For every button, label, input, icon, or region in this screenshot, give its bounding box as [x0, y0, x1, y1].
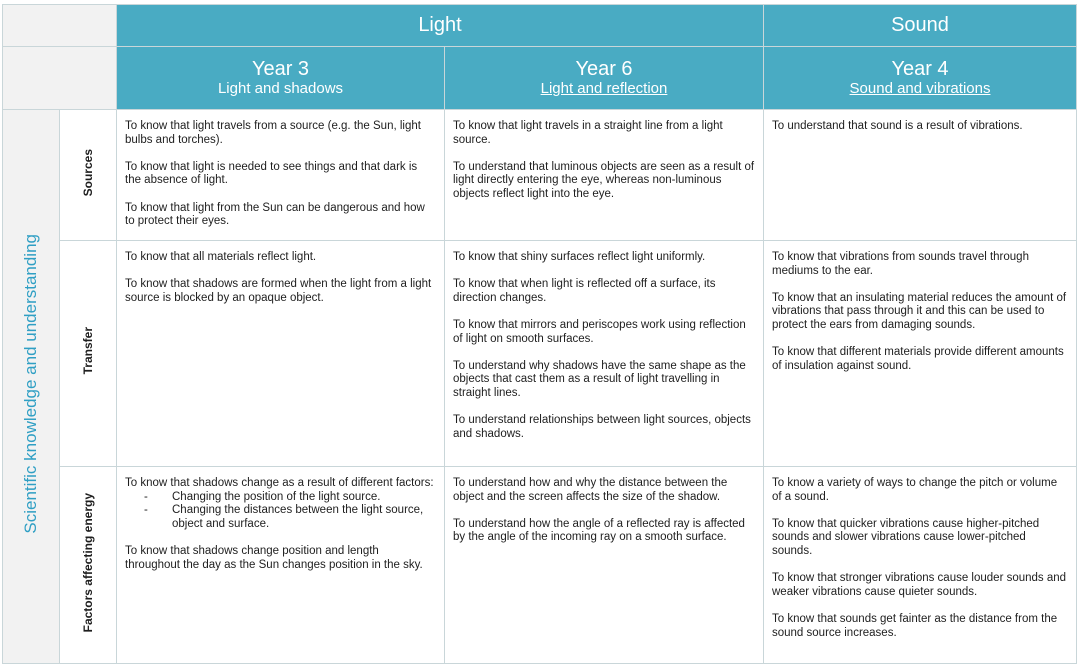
statement: To know that light is needed to see things and that dark is the absence of light. [125, 160, 418, 187]
statement: To know that vibrations from sounds travel through mediums to the ear. [772, 251, 1029, 277]
curriculum-table [2, 4, 1077, 664]
content-cell [445, 467, 764, 664]
content-cell [445, 241, 764, 467]
content-cell [764, 110, 1077, 241]
corner-blank-2 [3, 47, 117, 110]
topic-link[interactable]: Sound and vibrations [849, 80, 991, 97]
row-label: Transfer [81, 327, 95, 375]
statement: To know that sounds get fainter as the distance from the sound source increases. [772, 612, 1058, 639]
year-title: Year 3 [251, 58, 310, 80]
content-cell [117, 241, 445, 467]
year-title: Year 4 [891, 58, 949, 80]
row-label: Sources [81, 148, 95, 197]
year-header-col-3 [764, 47, 1077, 110]
year-header-col-2 [445, 47, 764, 110]
statement: To know that shadows change position and length throughout the day as the Sun changes position in the sky. [125, 544, 423, 571]
row-label-cell [60, 110, 117, 241]
subject-header-light: Light [117, 5, 764, 47]
bullet-item: - Changing the distances between the light source, object and surface. [125, 504, 436, 531]
statement: To understand why shadows have the same shape as the objects that cast them as a result of light travelling in straight lines. [453, 359, 746, 399]
cell-intro: To know that shadows change as a result of different factors: [125, 477, 434, 489]
statement: To know that shadows are formed when the light from a light source is blocked by an opaque object. [125, 278, 432, 304]
subject-header-row [3, 5, 1077, 47]
statement: To know a variety of ways to change the pitch or volume of a sound. [772, 477, 1058, 503]
content-cell [117, 467, 445, 664]
statement: To know that when light is reflected off a surface, its direction changes. [453, 278, 716, 304]
topic-title: Light and shadows [217, 80, 344, 97]
statement: To know that all materials reflect light. [125, 251, 317, 263]
statement: To know that quicker vibrations cause higher-pitched sounds and slower vibrations cause lower-pitched sounds. [772, 517, 1040, 557]
corner-blank [3, 5, 117, 47]
year-header-col-1 [117, 47, 445, 110]
subject-header-sound: Sound [764, 5, 1077, 47]
row-label-cell [60, 467, 117, 664]
topic-link[interactable]: Light and reflection [540, 80, 668, 97]
section-label: Scientific knowledge and understanding [21, 234, 40, 534]
content-row [3, 241, 1077, 467]
statement: To know that different materials provide different amounts of insulation against sound. [772, 346, 1064, 372]
row-label: Factors affecting energy [81, 492, 95, 633]
statement: To know that light travels in a straight line from a light source. [453, 120, 723, 146]
statement: To know that light from the Sun can be dangerous and how to protect their eyes. [125, 201, 425, 228]
statement: To understand that luminous objects are seen as a result of light directly entering the eye, whereas non-luminous objects reflect light into the eye. [453, 160, 755, 200]
statement: To understand how and why the distance between the object and the screen affects the size of the shadow. [453, 477, 728, 503]
statement: To know that shiny surfaces reflect light uniformly. [453, 251, 706, 263]
statement: To know that light travels from a source (e.g. the Sun, light bulbs and torches). [125, 120, 421, 146]
content-cell [764, 467, 1077, 664]
cell-bullets [125, 491, 436, 532]
content-cell [445, 110, 764, 241]
statement: To know that an insulating material reduces the amount of vibrations that pass through it and this can be used to protect the ears from damaging sounds. [772, 291, 1067, 331]
bullet-item: - Changing the position of the light source. [125, 491, 436, 505]
row-label-cell [60, 241, 117, 467]
section-label-cell [3, 110, 60, 664]
content-row [3, 467, 1077, 664]
statement: To know that mirrors and periscopes work using reflection of light on smooth surfaces. [453, 318, 746, 345]
content-cell [764, 241, 1077, 467]
statement: To understand that sound is a result of vibrations. [772, 120, 1023, 132]
statement: To understand how the angle of a reflected ray is affected by the angle of the incoming ray on a smooth surface. [453, 517, 745, 544]
content-row [3, 110, 1077, 241]
year-title: Year 6 [575, 58, 633, 80]
statement: To understand relationships between light sources, objects and shadows. [453, 414, 751, 440]
statement: To know that stronger vibrations cause louder sounds and weaker vibrations cause quieter sounds. [772, 572, 1067, 598]
content-cell [117, 110, 445, 241]
year-header-row [3, 47, 1077, 110]
